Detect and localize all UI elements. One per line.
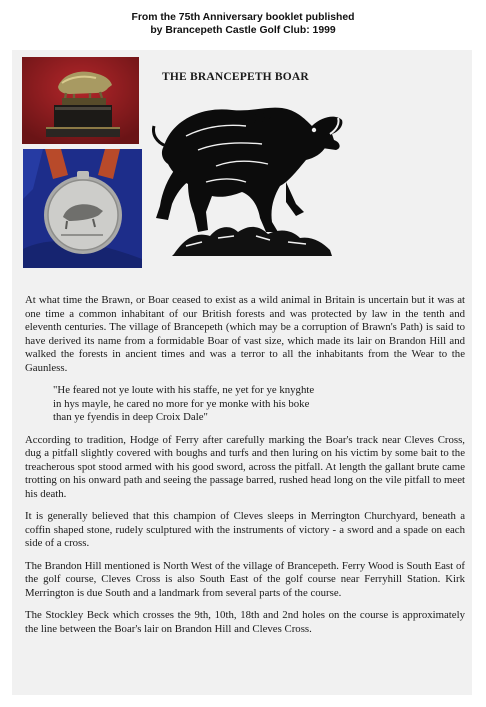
paragraph-churchyard: It is generally believed that this champion of Cleves sleeps in Merrington Churchyard, beneath a coffin shaped stone, rudely sculptured with the instruments of victory - a sword and a spade on each side of a cross. <box>25 510 465 549</box>
boar-woodcut-illustration <box>146 86 346 261</box>
boar-medal-icon <box>23 149 142 268</box>
boar-silhouette-icon <box>146 86 346 261</box>
boar-medal-photo <box>23 149 142 268</box>
header-line-1: From the 75th Anniversary booklet published <box>131 12 355 23</box>
verse-quote <box>53 384 465 425</box>
verse-line: in hys mayle, he cared no more for ye monke with his boke <box>53 397 310 410</box>
page-panel <box>12 50 472 695</box>
boar-trophy-photo <box>22 57 139 144</box>
article-body <box>25 294 465 645</box>
boar-trophy-icon <box>22 57 139 144</box>
verse-line: "He feared not ye loute with his staffe, ne yet for ye knyghte <box>53 384 315 396</box>
article-title: THE BRANCEPETH BOAR <box>162 71 309 83</box>
paragraph-stockley-beck: The Stockley Beck which crosses the 9th, 10th, 18th and 2nd holes on the course is approximately the line between the Boar's lair on Brandon Hill and Cleves Cross. <box>25 609 465 635</box>
header-line-2: by Brancepeth Castle Golf Club: 1999 <box>150 25 336 36</box>
verse-line: than ye fyendis in deep Croix Dale" <box>53 411 208 423</box>
paragraph-intro: At what time the Brawn, or Boar ceased to exist as a wild animal in Britain is uncertain but it was at one time a common inhabitant of our British forests and was protected by law in the tenth and eleventh centuries. The village of Brancepeth (which may be a corruption of Brawn's Path) is said to have derived its name from a formidable Boar of vast size, which made its lair on Brandon Hill and walked the forests in ancient times and was a terror to all the inhabitants from the Wear to the Gaunless. <box>25 294 465 374</box>
paragraph-brandon-hill: The Brandon Hill mentioned is North West of the village of Brancepeth. Ferry Wood is South East of the golf course, Cleves Cross is also South East of the golf course near Ferryhill Station. Kirk Merrington is due South and a landmark from several parts of the course. <box>25 559 465 599</box>
booklet-header <box>0 11 486 37</box>
paragraph-tradition: According to tradition, Hodge of Ferry after carefully marking the Boar's track near Cleves Cross, dug a pitfall slightly covered with boughs and turfs and then luring on his victim by some bait to the treacherous spot stood armed with his good sword, across the pitfall. At length the gallant brute came trotting on his onward path and seeing the passage barred, rushed head long on the vile pitfall to meet his death. <box>25 433 465 500</box>
